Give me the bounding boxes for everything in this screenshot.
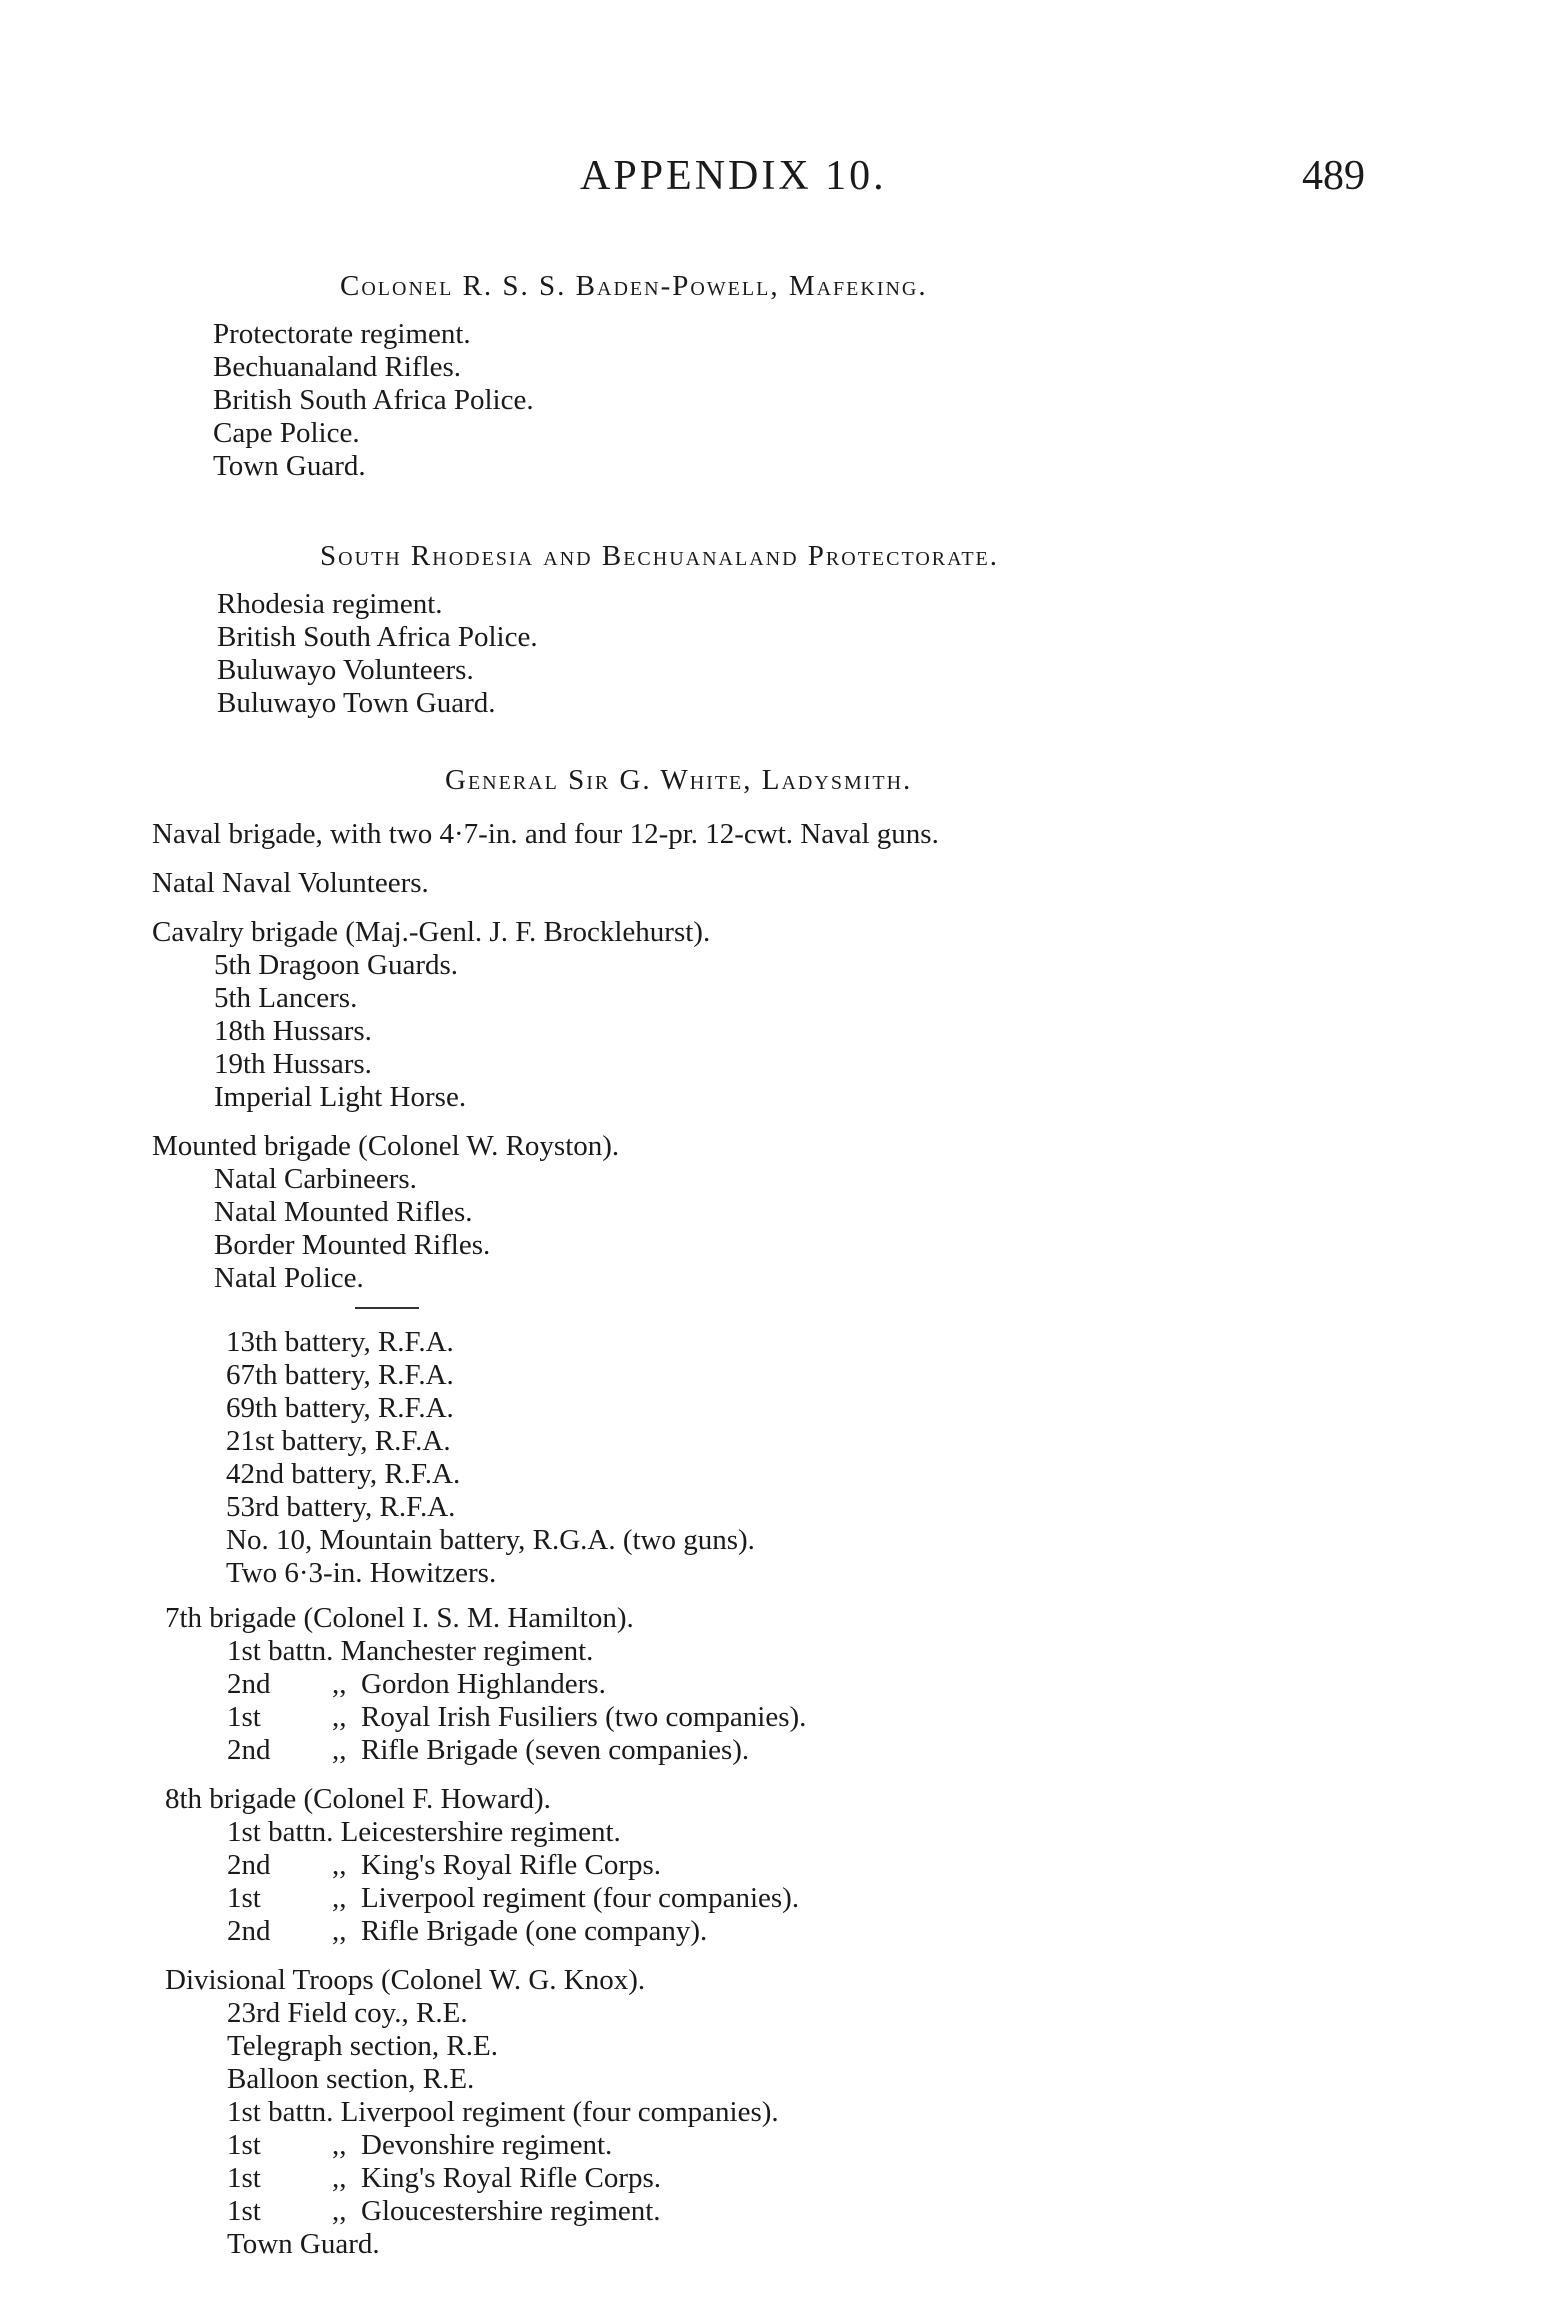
seventh-brigade-title: 7th brigade (Colonel I. S. M. Hamilton).	[165, 1602, 634, 1634]
unit-name: Rifle Brigade (seven companies).	[361, 1734, 750, 1766]
ditto-mark: ,,	[332, 2129, 347, 2161]
list-item: 53rd battery, R.F.A.	[226, 1491, 456, 1523]
table-row	[165, 1915, 806, 1948]
unit-name: King's Royal Rifle Corps.	[361, 2162, 662, 2194]
list-item: 21st battery, R.F.A.	[226, 1425, 451, 1457]
rhodesia-list	[217, 588, 538, 720]
list-item: Town Guard.	[227, 2228, 380, 2260]
list-item: 19th Hussars.	[214, 1048, 372, 1080]
battalion-number: 1st	[227, 2195, 261, 2227]
cavalry-brigade-title: Cavalry brigade (Maj.-Genl. J. F. Brocklehurst).	[152, 916, 711, 948]
list-item: Natal Police.	[214, 1262, 364, 1294]
list-item: 23rd Field coy., R.E.	[227, 1997, 468, 2029]
battalion-number: 2nd	[227, 1668, 271, 1700]
list-item: 1st battn. Liverpool regiment (four companies).	[227, 2096, 779, 2128]
list-item: Buluwayo Volunteers.	[217, 654, 474, 686]
list-item: Natal Mounted Rifles.	[214, 1196, 473, 1228]
section-heading-rhodesia: South Rhodesia and Bechuanaland Protectorate.	[320, 540, 1000, 572]
list-item: Rhodesia regiment.	[217, 588, 443, 620]
list-item: Protectorate regiment.	[213, 318, 471, 350]
unit-name: Devonshire regiment.	[361, 2129, 613, 2161]
table-row	[165, 1734, 806, 1767]
ditto-mark: ,,	[332, 2195, 347, 2227]
list-item: Two 6·3-in. Howitzers.	[226, 1557, 497, 1589]
list-item: Telegraph section, R.E.	[227, 2030, 498, 2062]
table-row	[165, 1849, 806, 1882]
battalion-number: 1st	[227, 1701, 261, 1733]
unit-name: King's Royal Rifle Corps.	[361, 1849, 662, 1881]
divisional-troops-title: Divisional Troops (Colonel W. G. Knox).	[165, 1964, 646, 1996]
brigades-list	[165, 1602, 806, 2261]
list-item: British South Africa Police.	[217, 621, 538, 653]
list-item: 1st battn. Leicestershire regiment.	[227, 1816, 621, 1848]
battalion-number: 2nd	[227, 1734, 271, 1766]
naval-brigade-line: Naval brigade, with two 4·7-in. and four 12-pr. 12-cwt. Naval guns.	[152, 818, 939, 850]
list-item: Border Mounted Rifles.	[214, 1229, 491, 1261]
list-item: British South Africa Police.	[213, 384, 534, 416]
list-item: Balloon section, R.E.	[227, 2063, 475, 2095]
list-item: Bechuanaland Rifles.	[213, 351, 462, 383]
natal-naval-line: Natal Naval Volunteers.	[152, 867, 429, 899]
unit-name: Gloucestershire regiment.	[361, 2195, 661, 2227]
ladysmith-top-list	[152, 818, 939, 1295]
ditto-mark: ,,	[332, 1701, 347, 1733]
section-heading-mafeking: Colonel R. S. S. Baden-Powell, Mafeking.	[340, 270, 928, 302]
battalion-number: 1st	[227, 2129, 261, 2161]
list-item: Cape Police.	[213, 417, 360, 449]
list-item: 5th Lancers.	[214, 982, 358, 1014]
battalion-number: 2nd	[227, 1915, 271, 1947]
unit-name: Gordon Highlanders.	[361, 1668, 606, 1700]
list-item: Imperial Light Horse.	[214, 1081, 467, 1113]
page-number: 489	[1302, 153, 1365, 199]
section-heading-ladysmith: General Sir G. White, Ladysmith.	[445, 764, 913, 796]
table-row	[165, 2129, 806, 2162]
list-item: 13th battery, R.F.A.	[226, 1326, 454, 1358]
table-row	[165, 1668, 806, 1701]
list-item: Natal Carbineers.	[214, 1163, 417, 1195]
list-item: 67th battery, R.F.A.	[226, 1359, 454, 1391]
mounted-brigade-title: Mounted brigade (Colonel W. Royston).	[152, 1130, 620, 1162]
battalion-number: 1st	[227, 1882, 261, 1914]
list-item: Buluwayo Town Guard.	[217, 687, 496, 719]
list-item: 5th Dragoon Guards.	[214, 949, 459, 981]
eighth-brigade-title: 8th brigade (Colonel F. Howard).	[165, 1783, 551, 1815]
list-item: 1st battn. Manchester regiment.	[227, 1635, 594, 1667]
table-row	[165, 2195, 806, 2228]
ditto-mark: ,,	[332, 1734, 347, 1766]
page-title: APPENDIX 10.	[580, 153, 887, 199]
divider-rule	[355, 1307, 419, 1309]
table-row	[165, 1882, 806, 1915]
ditto-mark: ,,	[332, 1849, 347, 1881]
battalion-number: 1st	[227, 2162, 261, 2194]
unit-name: Royal Irish Fusiliers (two companies).	[361, 1701, 807, 1733]
list-item: 18th Hussars.	[214, 1015, 372, 1047]
mafeking-list	[213, 318, 534, 483]
list-item: 69th battery, R.F.A.	[226, 1392, 454, 1424]
list-item: Town Guard.	[213, 450, 366, 482]
table-row	[165, 1701, 806, 1734]
unit-name: Rifle Brigade (one company).	[361, 1915, 708, 1947]
list-item: 42nd battery, R.F.A.	[226, 1458, 461, 1490]
ditto-mark: ,,	[332, 2162, 347, 2194]
ditto-mark: ,,	[332, 1882, 347, 1914]
unit-name: Liverpool regiment (four companies).	[361, 1882, 800, 1914]
list-item: No. 10, Mountain battery, R.G.A. (two guns).	[226, 1524, 755, 1556]
ditto-mark: ,,	[332, 1915, 347, 1947]
table-row	[165, 2162, 806, 2195]
artillery-list	[226, 1326, 755, 1590]
battalion-number: 2nd	[227, 1849, 271, 1881]
ditto-mark: ,,	[332, 1668, 347, 1700]
